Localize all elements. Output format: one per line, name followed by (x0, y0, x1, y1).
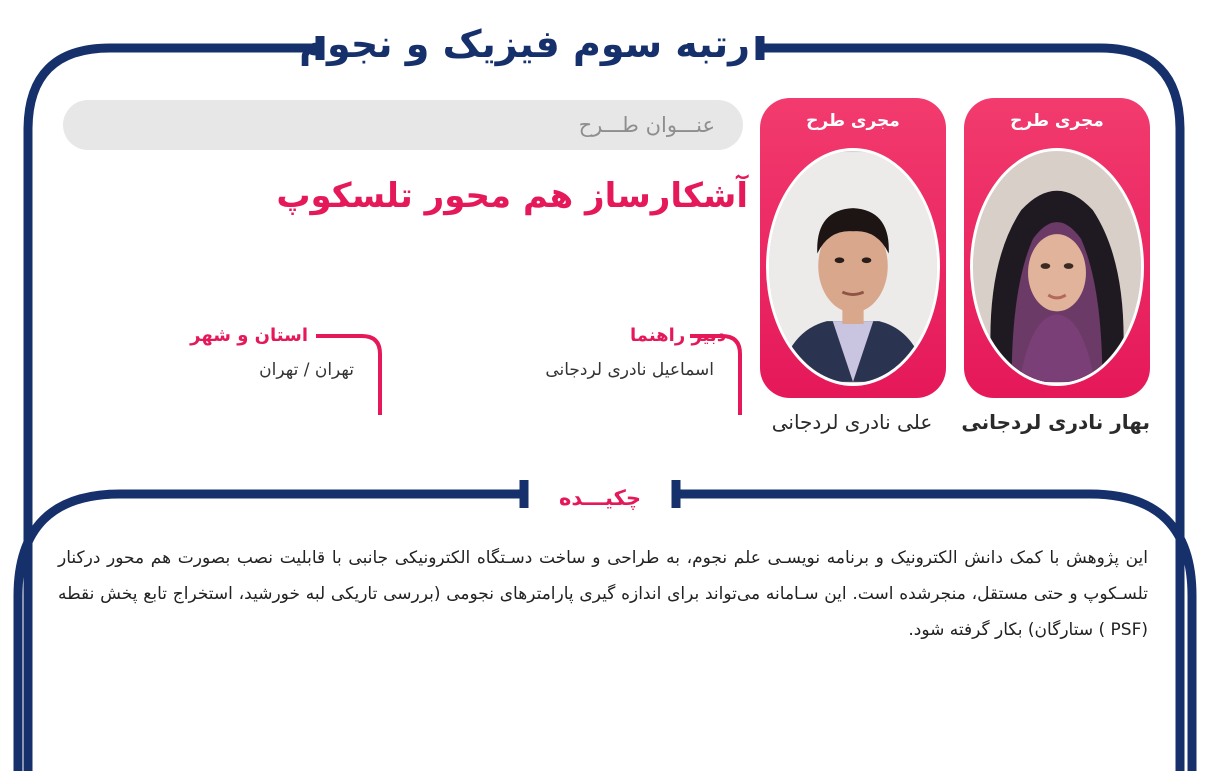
portrait-female-icon (973, 151, 1141, 383)
project-title-label: عنـــوان طـــرح (578, 113, 715, 137)
member-role-label: مجری طرح (1010, 111, 1104, 131)
member-role-label: مجری طرح (806, 111, 900, 131)
supervisor-label: دبیر راهنما (630, 325, 726, 346)
abstract-heading: چکیـــده (559, 486, 641, 510)
page-title: رتبه سوم فیزیک و نجوم (299, 22, 750, 66)
project-title: آشکارساز هم محور تلسکوپ (276, 176, 748, 216)
member-photo-male (766, 148, 940, 386)
location-value: تهران / تهران (259, 360, 354, 380)
member-card-2 (760, 98, 946, 398)
portrait-male-icon (769, 151, 937, 383)
project-title-pill (63, 100, 743, 150)
member-name-1: بهار نادری لردجانی (961, 410, 1150, 434)
abstract-text: این پژوهش با کمک دانش الکترونیک و برنامه نویسـی علم نجوم، به طراحی و ساخت دسـتگاه الکترونیکی جانبی با قابلیت نصب بصورت هم محور درکنار تلسـکوپ و حتی مستقل، منجرشده است. این سـامانه می‌تواند برای اندازه گیری پارامترهای نجومی (بررسی تاریکی لبه خورشید، استخراج تابع پخش نقطه (PSF ) ستارگان) بکار گرفته شود. (58, 548, 1148, 640)
member-name-2: علی نادری لردجانی (771, 410, 933, 434)
location-label: استان و شهر (190, 325, 308, 346)
supervisor-name: اسماعیل نادری لردجانی (545, 360, 714, 380)
member-card-1 (964, 98, 1150, 398)
member-photo-female (970, 148, 1144, 386)
